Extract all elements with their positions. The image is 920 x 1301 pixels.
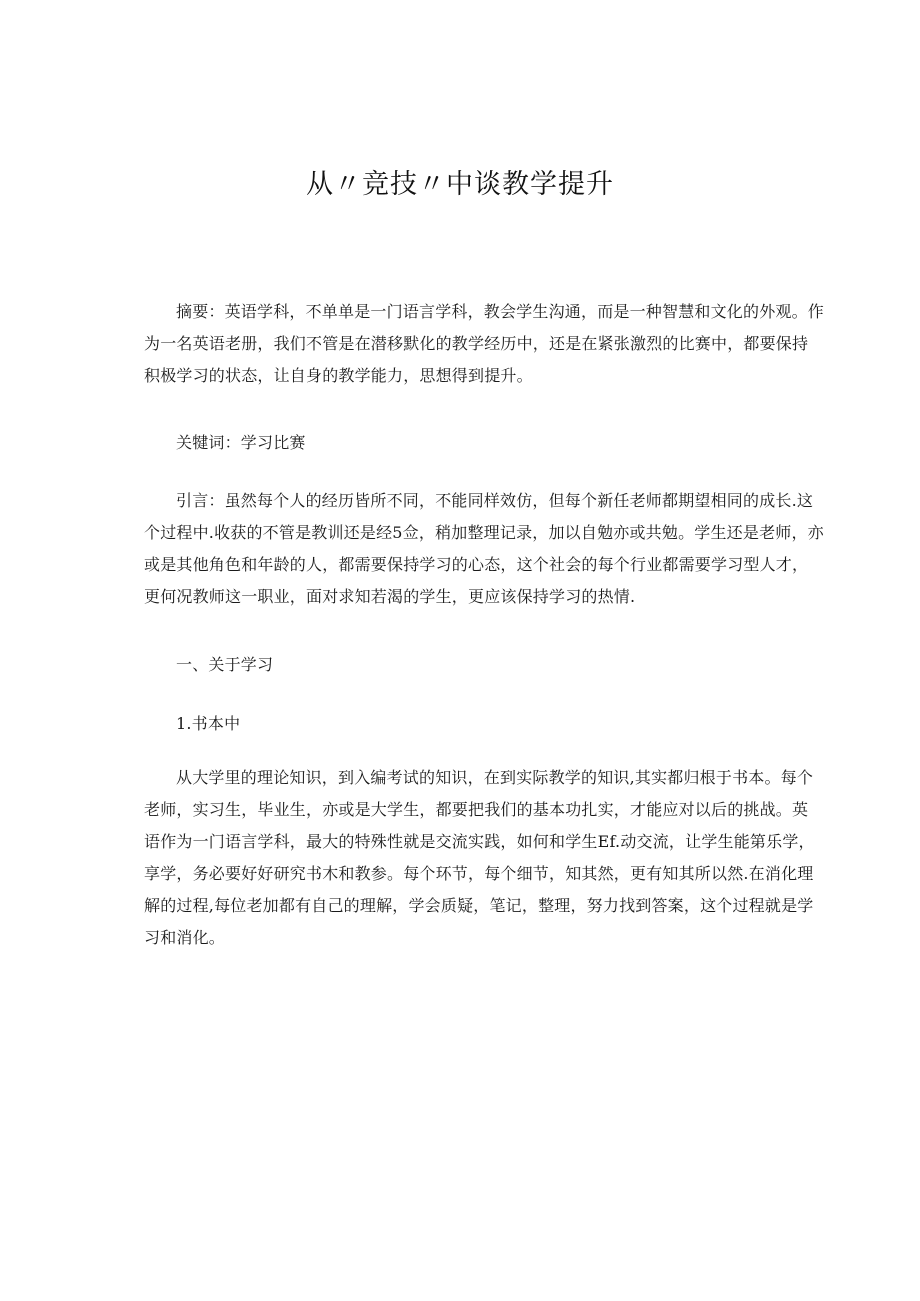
document-title: 从〃竞技〃中谈教学提升 [306,169,614,200]
abstract-paragraph: 摘要：英语学科，不单单是一门语言学科，教会学生沟通，而是一种智慧和文化的外观。作为一名英语老册，我们不管是在潜移默化的教学经历中，还是在紧张激烈的比赛中，都要保持积极学习的状态，让自身的教学能力，思想得到提升。 [144,302,825,385]
section-heading: 一、关于学习 [176,655,274,674]
body-paragraph: 从大学里的理论知识，到入编考试的知识，在到实际教学的知识,其实都归根于书本。每个老师，实习生，毕业生，亦或是大学生，都要把我们的基本功扎实，才能应对以后的挑战。英语作为一门语言学科，最大的特殊性就是交流实践，如何和学生Ef.动交流，让学生能第乐学，享学，务必要好好研究书木和教参。每个环节，每个细节，知其然，更有知其所以然.在消化理解的过程,每位老加都有自己的理解，学会质疑，笔记，整理，努力找到答案，这个过程就是学习和消化。 [144,768,815,947]
keywords-line: 关犍词：学习比赛 [176,433,306,452]
subsection-heading: 1.书本中 [176,714,241,733]
intro-paragraph: 引言：虽然每个人的经历皆所不同，不能同样效仿，但每个新任老师都期望相同的成长.这个过程中.收获的不管是教训还是经5佥，稍加整理记录，加以自勉亦或共勉。学生还是老师，亦或是其他角色和年龄的人，都需要保持学习的心态，这个社会的每个行业都需要学习型人才，更何况教师这一职业，面对求知若渴的学生，更应该保持学习的热情. [144,491,824,606]
